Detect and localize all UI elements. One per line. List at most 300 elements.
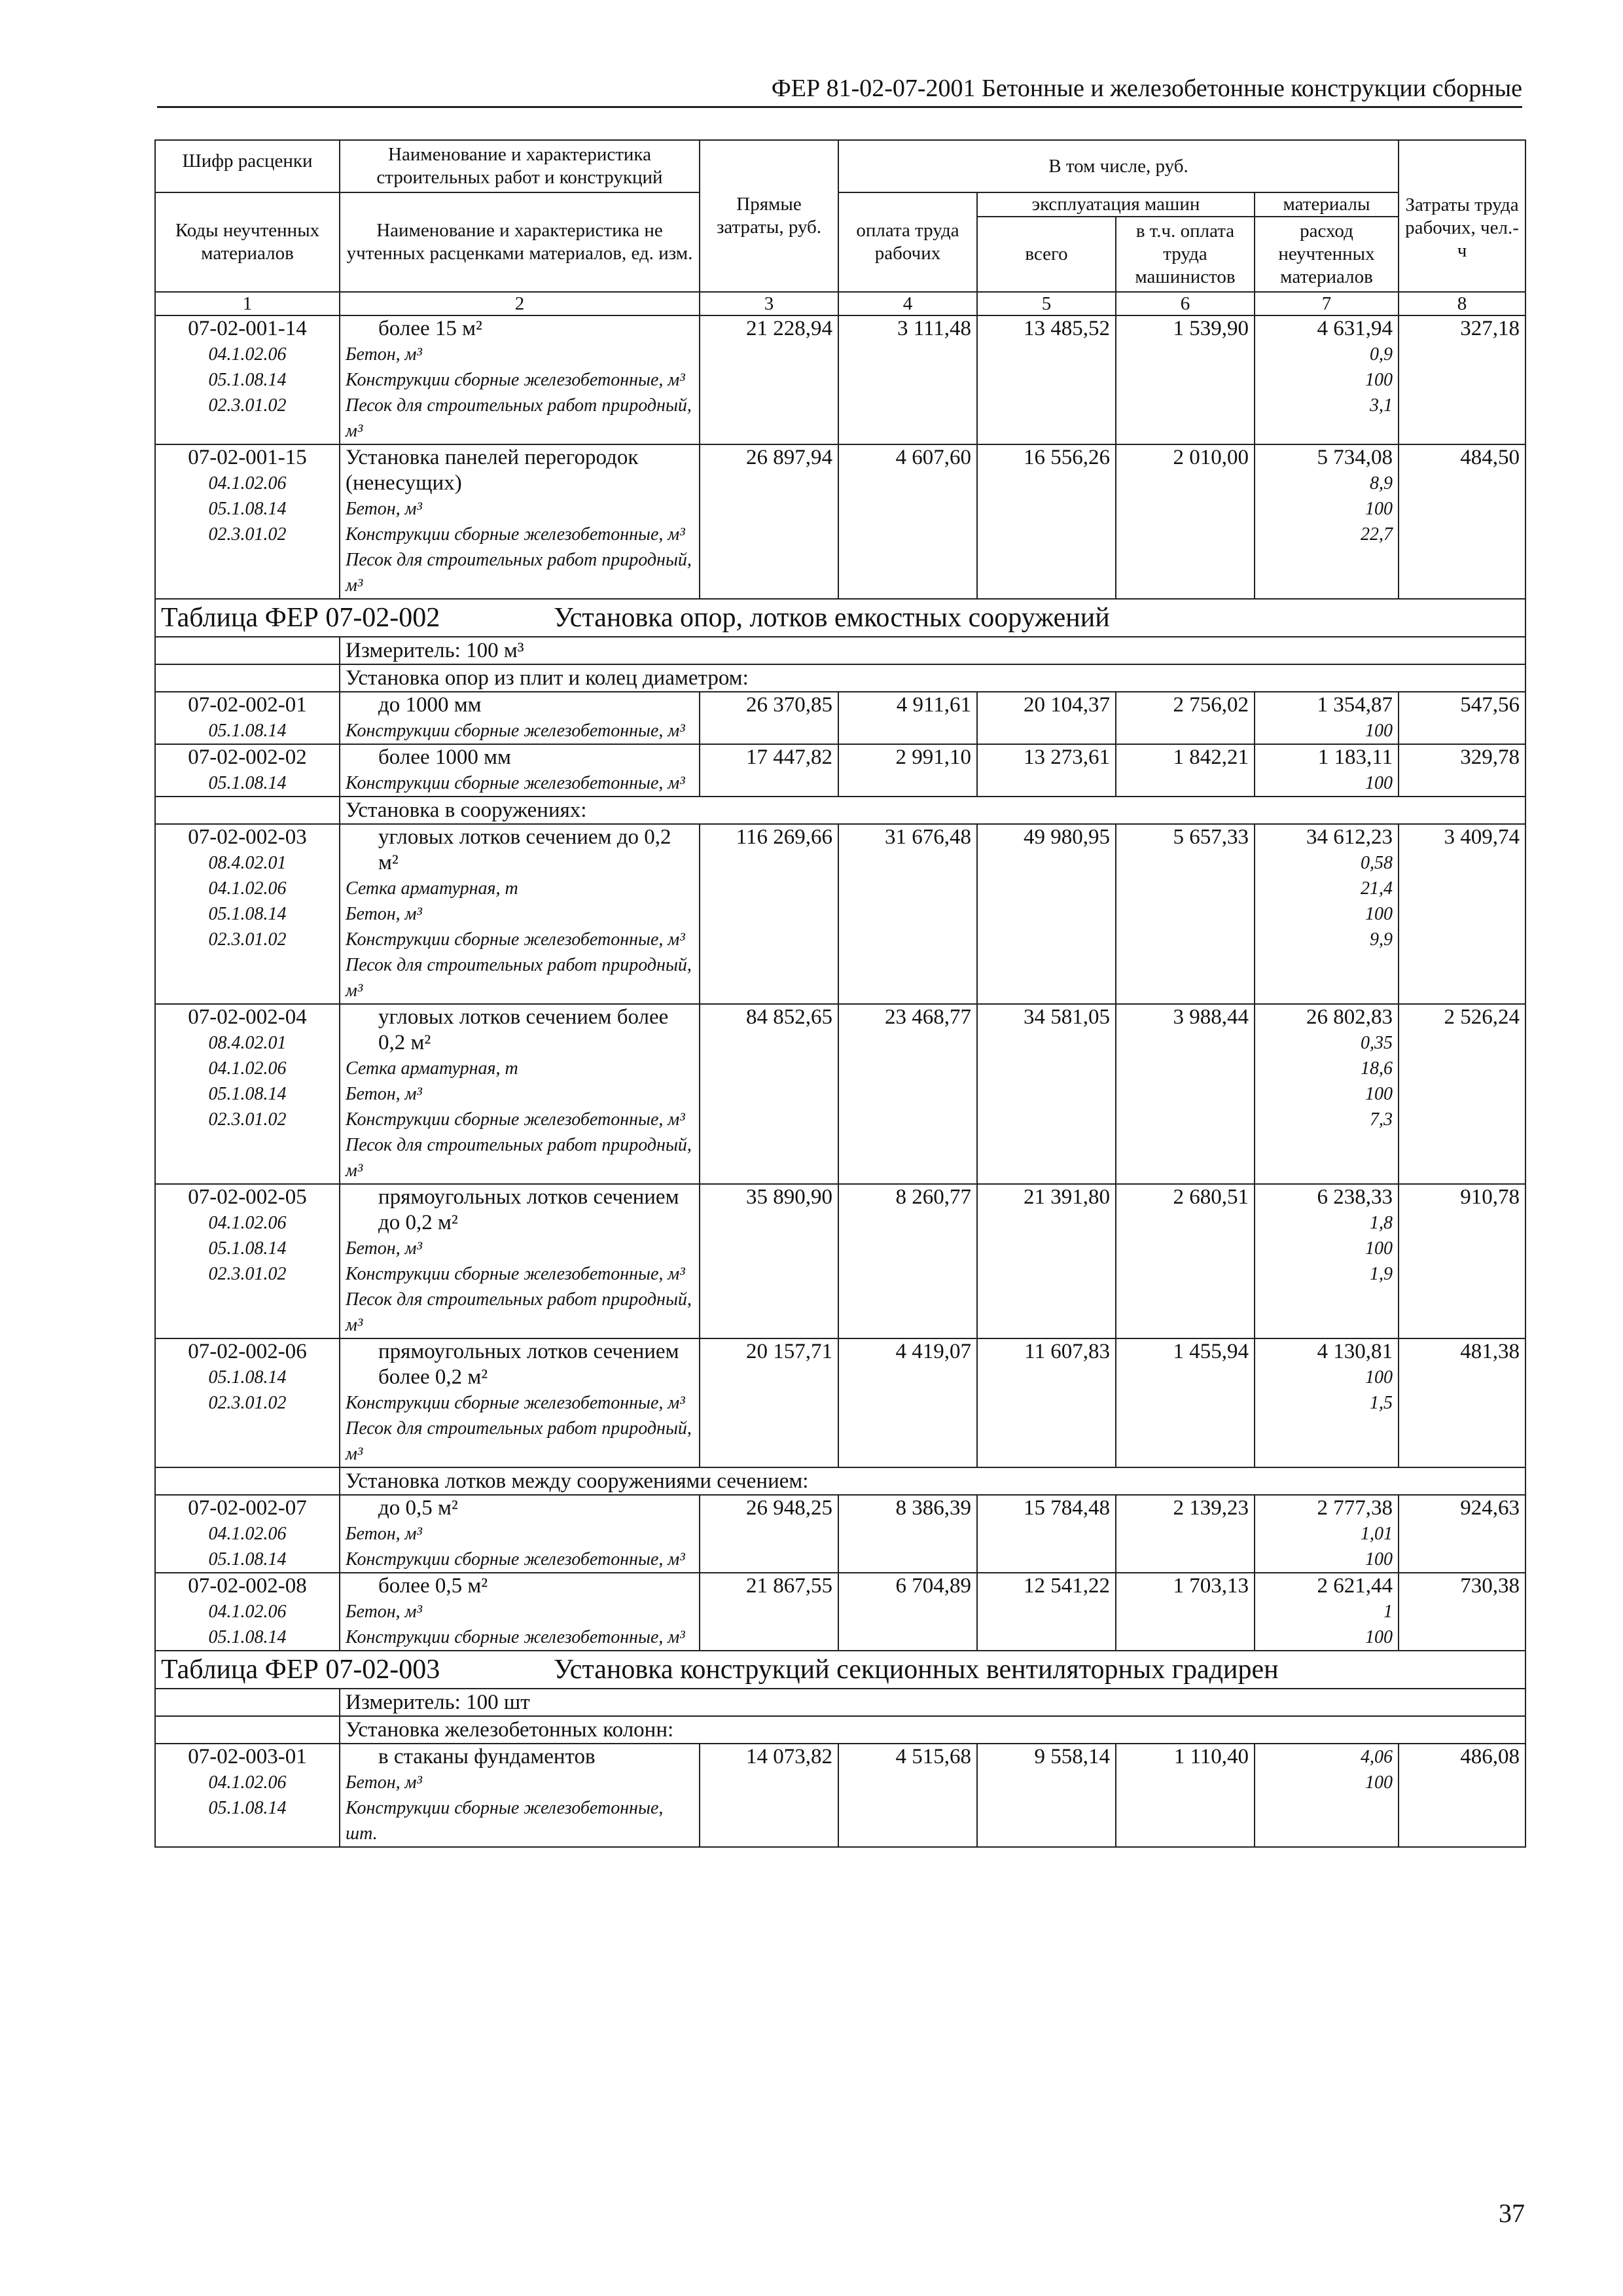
table-title-row xyxy=(155,599,1525,637)
value-mach xyxy=(977,1495,1116,1573)
material-name: Конструкции сборные железобетонные, м³ xyxy=(346,1549,685,1570)
material-name: Бетон, м³ xyxy=(346,904,422,924)
table-header xyxy=(155,140,1525,315)
material-qty: 4,06 xyxy=(1361,1747,1393,1767)
rate-code-cell xyxy=(155,444,340,599)
value-mach-labor xyxy=(1116,1744,1255,1847)
value-labor xyxy=(838,744,977,797)
table-title xyxy=(155,599,1525,637)
value-direct xyxy=(700,1184,838,1338)
value-mach xyxy=(977,744,1116,797)
rate-row xyxy=(155,692,1525,744)
value-mach-labor xyxy=(1116,1184,1255,1338)
group-heading-text: Установка лотков между сооружениями сечением: xyxy=(346,1469,809,1493)
value-text: 9 558,14 xyxy=(1034,1745,1110,1768)
rate-name: угловых лотков сечением до 0,2 м² xyxy=(378,825,671,874)
empty-cell xyxy=(155,664,340,692)
material-qty: 100 xyxy=(1365,1084,1393,1104)
value-materials xyxy=(1255,1744,1399,1847)
value-hours xyxy=(1399,315,1525,444)
rate-name: более 0,5 м² xyxy=(378,1574,488,1598)
rate-name: прямоугольных лотков сечением до 0,2 м² xyxy=(378,1185,679,1234)
rate-name: в стаканы фундаментов xyxy=(378,1745,596,1768)
table-title-code: Таблица ФЕР 07-02-002 xyxy=(161,603,440,633)
header-machinists-pay: в т.ч. оплата труда машинистов xyxy=(1116,217,1255,292)
value-labor xyxy=(838,1184,977,1338)
rate-name-cell xyxy=(340,315,700,444)
value-text: 2 756,02 xyxy=(1173,693,1249,717)
value-text: 3 111,48 xyxy=(897,317,971,340)
value-text: 21 228,94 xyxy=(746,317,832,340)
value-text: 13 485,52 xyxy=(1024,317,1110,340)
value-mach-labor xyxy=(1116,1338,1255,1467)
value-materials xyxy=(1255,1573,1399,1651)
rate-name-cell xyxy=(340,1573,700,1651)
value-hours xyxy=(1399,1495,1525,1573)
material-qty: 100 xyxy=(1365,1549,1393,1570)
value-mach xyxy=(977,1184,1116,1338)
material-code: 05.1.08.14 xyxy=(208,721,287,741)
value-direct xyxy=(700,744,838,797)
rate-row xyxy=(155,1744,1525,1847)
empty-cell xyxy=(155,1467,340,1495)
col-number: 8 xyxy=(1399,292,1525,315)
value-labor xyxy=(838,444,977,599)
group-heading-row xyxy=(155,1716,1525,1744)
rate-code-cell xyxy=(155,315,340,444)
value-text: 4 911,61 xyxy=(896,693,971,717)
material-code: 05.1.08.14 xyxy=(208,1084,287,1104)
value-text: 910,78 xyxy=(1460,1185,1520,1209)
material-qty: 1,5 xyxy=(1370,1393,1393,1413)
value-hours xyxy=(1399,692,1525,744)
group-heading-row xyxy=(155,797,1525,824)
value-text: 3 409,74 xyxy=(1444,825,1520,849)
material-qty: 18,6 xyxy=(1361,1058,1393,1079)
material-name: Конструкции сборные железобетонные, м³ xyxy=(346,1109,685,1130)
header-materials: материалы xyxy=(1255,192,1399,217)
material-code: 02.3.01.02 xyxy=(208,524,287,545)
table-title-name: Установка опор, лотков емкостных сооружений xyxy=(554,603,1110,633)
value-materials xyxy=(1255,444,1399,599)
rate-code-cell xyxy=(155,824,340,1004)
rate-code: 07-02-001-14 xyxy=(188,317,307,340)
material-qty: 100 xyxy=(1365,499,1393,519)
material-name: Конструкции сборные железобетонные, м³ xyxy=(346,370,685,390)
column-numbers-row xyxy=(155,292,1525,315)
value-text: 1 842,21 xyxy=(1173,745,1249,769)
value-text: 1 703,13 xyxy=(1173,1574,1249,1598)
rate-row xyxy=(155,444,1525,599)
value-labor xyxy=(838,1573,977,1651)
value-text: 26 370,85 xyxy=(746,693,832,717)
group-heading xyxy=(340,1467,1525,1495)
empty-cell xyxy=(155,797,340,824)
value-direct xyxy=(700,1573,838,1651)
material-qty: 7,3 xyxy=(1370,1109,1393,1130)
value-text: 730,38 xyxy=(1460,1574,1520,1598)
rate-name-cell xyxy=(340,1338,700,1467)
rate-code-cell xyxy=(155,1004,340,1184)
material-code: 04.1.02.06 xyxy=(208,473,287,493)
value-text: 8 386,39 xyxy=(895,1496,971,1520)
material-code: 05.1.08.14 xyxy=(208,773,287,793)
value-text: 4 515,68 xyxy=(895,1745,971,1768)
header-name xyxy=(340,140,700,192)
material-name: Песок для строительных работ природный, м³ xyxy=(346,550,692,596)
material-name: Песок для строительных работ природный, м³ xyxy=(346,395,692,441)
group-heading-text: Установка железобетонных колонн: xyxy=(346,1718,674,1742)
value-text: 21 391,80 xyxy=(1024,1185,1110,1209)
rate-code: 07-02-002-07 xyxy=(188,1496,307,1520)
rate-name: более 1000 мм xyxy=(378,745,511,769)
value-text: 547,56 xyxy=(1460,693,1520,717)
value-text: 20 157,71 xyxy=(746,1340,832,1363)
material-name: Бетон, м³ xyxy=(346,1524,422,1544)
material-qty: 0,58 xyxy=(1361,853,1393,873)
col-number: 5 xyxy=(977,292,1116,315)
rate-row xyxy=(155,744,1525,797)
value-text: 4 419,07 xyxy=(895,1340,971,1363)
page-header-title: ФЕР 81-02-07-2001 Бетонные и железобетонные конструкции сборные xyxy=(771,75,1522,102)
value-direct xyxy=(700,1004,838,1184)
header-machines-total: всего xyxy=(977,217,1116,292)
rate-code: 07-02-002-04 xyxy=(188,1005,307,1029)
value-text: 21 867,55 xyxy=(746,1574,832,1598)
value-text: 13 273,61 xyxy=(1024,745,1110,769)
material-code: 05.1.08.14 xyxy=(208,904,287,924)
material-code: 04.1.02.06 xyxy=(208,1213,287,1233)
value-text: 20 104,37 xyxy=(1024,693,1110,717)
header-code xyxy=(155,140,340,192)
material-code: 04.1.02.06 xyxy=(208,1772,287,1793)
value-labor xyxy=(838,1495,977,1573)
header-labor-hours: Затраты труда рабочих, чел.-ч xyxy=(1399,140,1525,292)
header-name-top: Наименование и характеристика строительных работ и конструкций xyxy=(376,144,663,188)
value-materials xyxy=(1255,1338,1399,1467)
value-mach-labor xyxy=(1116,744,1255,797)
value-mach xyxy=(977,692,1116,744)
material-code: 05.1.08.14 xyxy=(208,1798,287,1818)
rate-row xyxy=(155,315,1525,444)
value-text: 4 130,81 xyxy=(1317,1340,1393,1363)
group-heading xyxy=(340,797,1525,824)
value-text: 1 110,40 xyxy=(1173,1745,1249,1768)
material-name: Конструкции сборные железобетонные, м³ xyxy=(346,773,685,793)
rate-code-cell xyxy=(155,1184,340,1338)
col-number: 2 xyxy=(340,292,700,315)
value-text: 17 447,82 xyxy=(746,745,832,769)
material-qty: 1,8 xyxy=(1370,1213,1393,1233)
material-code: 05.1.08.14 xyxy=(208,1367,287,1388)
value-text: 23 468,77 xyxy=(885,1005,971,1029)
material-code: 05.1.08.14 xyxy=(208,499,287,519)
material-qty: 100 xyxy=(1365,1367,1393,1388)
value-text: 5 734,08 xyxy=(1317,446,1393,469)
table-title-row xyxy=(155,1651,1525,1689)
material-name: Бетон, м³ xyxy=(346,1084,422,1104)
header-code-top: Шифр расценки xyxy=(182,150,313,171)
material-code: 04.1.02.06 xyxy=(208,878,287,899)
value-text: 31 676,48 xyxy=(885,825,971,849)
rate-name: более 15 м² xyxy=(378,317,482,340)
material-code: 04.1.02.06 xyxy=(208,1524,287,1544)
rate-code-cell xyxy=(155,1338,340,1467)
value-mach xyxy=(977,1744,1116,1847)
material-code: 02.3.01.02 xyxy=(208,929,287,950)
rate-name-cell xyxy=(340,744,700,797)
meter-row xyxy=(155,637,1525,664)
material-qty: 8,9 xyxy=(1370,473,1393,493)
rate-row xyxy=(155,1573,1525,1651)
value-mach xyxy=(977,315,1116,444)
value-materials xyxy=(1255,824,1399,1004)
value-materials xyxy=(1255,315,1399,444)
group-heading-row xyxy=(155,664,1525,692)
value-text: 11 607,83 xyxy=(1024,1340,1110,1363)
rate-name-cell xyxy=(340,444,700,599)
rate-code: 07-02-001-15 xyxy=(188,446,307,469)
group-heading-text: Установка опор из плит и колец диаметром: xyxy=(346,666,749,690)
material-code: 04.1.02.06 xyxy=(208,344,287,365)
material-code: 02.3.01.02 xyxy=(208,1109,287,1130)
rate-name: до 1000 мм xyxy=(378,693,482,717)
material-code: 02.3.01.02 xyxy=(208,395,287,416)
value-text: 2 139,23 xyxy=(1173,1496,1249,1520)
material-code: 02.3.01.02 xyxy=(208,1393,287,1413)
material-name: Бетон, м³ xyxy=(346,1238,422,1259)
header-including: В том числе, руб. xyxy=(838,140,1399,192)
value-mach xyxy=(977,824,1116,1004)
rate-name-cell xyxy=(340,1184,700,1338)
rate-name-cell xyxy=(340,692,700,744)
header-direct-costs: Прямые затраты, руб. xyxy=(700,140,838,292)
material-code: 04.1.02.06 xyxy=(208,1602,287,1622)
value-labor xyxy=(838,1004,977,1184)
value-text: 26 948,25 xyxy=(746,1496,832,1520)
material-name: Песок для строительных работ природный, м³ xyxy=(346,1418,692,1464)
material-qty: 100 xyxy=(1365,721,1393,741)
value-text: 1 455,94 xyxy=(1173,1340,1249,1363)
meter-text: Измеритель: 100 шт xyxy=(346,1691,530,1714)
value-text: 2 010,00 xyxy=(1173,446,1249,469)
value-direct xyxy=(700,824,838,1004)
value-hours xyxy=(1399,744,1525,797)
meter xyxy=(340,637,1525,664)
value-text: 6 704,89 xyxy=(895,1574,971,1598)
material-name: Бетон, м³ xyxy=(346,344,422,365)
value-text: 4 631,94 xyxy=(1317,317,1393,340)
meter-row xyxy=(155,1689,1525,1716)
rate-name: Установка панелей перегородок (ненесущих) xyxy=(346,446,639,495)
header-labor-pay: оплата труда рабочих xyxy=(838,192,977,292)
rate-name: угловых лотков сечением более 0,2 м² xyxy=(378,1005,669,1054)
material-qty: 1,9 xyxy=(1370,1264,1393,1284)
material-qty: 9,9 xyxy=(1370,929,1393,950)
material-qty: 100 xyxy=(1365,1772,1393,1793)
rate-row xyxy=(155,1184,1525,1338)
value-labor xyxy=(838,1338,977,1467)
value-text: 6 238,33 xyxy=(1317,1185,1393,1209)
rate-row xyxy=(155,1495,1525,1573)
value-mach xyxy=(977,1338,1116,1467)
value-mach xyxy=(977,444,1116,599)
header-material-codes: Коды неучтенных материалов xyxy=(155,192,340,292)
rate-code-cell xyxy=(155,692,340,744)
material-qty: 3,1 xyxy=(1370,395,1393,416)
value-text: 486,08 xyxy=(1460,1745,1520,1768)
rate-row xyxy=(155,824,1525,1004)
value-mach-labor xyxy=(1116,1495,1255,1573)
material-qty: 100 xyxy=(1365,773,1393,793)
material-code: 08.4.02.01 xyxy=(208,853,287,873)
empty-cell xyxy=(155,1716,340,1744)
value-labor xyxy=(838,1744,977,1847)
material-name: Бетон, м³ xyxy=(346,1772,422,1793)
header-rule xyxy=(157,106,1522,108)
value-materials xyxy=(1255,744,1399,797)
table-title-name: Установка конструкций секционных вентиляторных градирен xyxy=(554,1655,1279,1685)
rate-code: 07-02-003-01 xyxy=(188,1745,307,1768)
value-hours xyxy=(1399,824,1525,1004)
material-code: 05.1.08.14 xyxy=(208,370,287,390)
value-text: 35 890,90 xyxy=(746,1185,832,1209)
value-direct xyxy=(700,692,838,744)
rate-name-cell xyxy=(340,1004,700,1184)
material-name: Песок для строительных работ природный, м³ xyxy=(346,1289,692,1335)
col-number: 7 xyxy=(1255,292,1399,315)
value-direct xyxy=(700,1744,838,1847)
value-text: 2 621,44 xyxy=(1317,1574,1393,1598)
value-labor xyxy=(838,824,977,1004)
rate-code-cell xyxy=(155,1573,340,1651)
value-labor xyxy=(838,315,977,444)
value-text: 1 354,87 xyxy=(1317,693,1393,717)
value-direct xyxy=(700,1338,838,1467)
value-mach-labor xyxy=(1116,1573,1255,1651)
value-mach-labor xyxy=(1116,692,1255,744)
value-hours xyxy=(1399,1744,1525,1847)
group-heading-text: Установка в сооружениях: xyxy=(346,798,587,822)
value-direct xyxy=(700,444,838,599)
material-name: Конструкции сборные железобетонные, м³ xyxy=(346,929,685,950)
value-text: 5 657,33 xyxy=(1173,825,1249,849)
material-qty: 21,4 xyxy=(1361,878,1393,899)
value-text: 3 988,44 xyxy=(1173,1005,1249,1029)
value-text: 2 777,38 xyxy=(1317,1496,1393,1520)
rate-code: 07-02-002-02 xyxy=(188,745,307,769)
value-materials xyxy=(1255,1184,1399,1338)
rate-code-cell xyxy=(155,1495,340,1573)
material-name: Конструкции сборные железобетонные, шт. xyxy=(346,1798,664,1844)
group-heading-row xyxy=(155,1467,1525,1495)
value-direct xyxy=(700,1495,838,1573)
material-code: 08.4.02.01 xyxy=(208,1033,287,1053)
value-text: 12 541,22 xyxy=(1024,1574,1110,1598)
value-text: 26 802,83 xyxy=(1306,1005,1393,1029)
rate-name-cell xyxy=(340,1495,700,1573)
material-qty: 100 xyxy=(1365,370,1393,390)
meter-text: Измеритель: 100 м³ xyxy=(346,639,524,662)
material-code: 05.1.08.14 xyxy=(208,1627,287,1647)
value-text: 484,50 xyxy=(1460,446,1520,469)
material-qty: 100 xyxy=(1365,904,1393,924)
value-materials xyxy=(1255,1004,1399,1184)
material-code: 05.1.08.14 xyxy=(208,1238,287,1259)
value-text: 329,78 xyxy=(1460,745,1520,769)
value-text: 84 852,65 xyxy=(746,1005,832,1029)
value-text: 2 991,10 xyxy=(895,745,971,769)
rate-name-cell xyxy=(340,824,700,1004)
table-title-code: Таблица ФЕР 07-02-003 xyxy=(161,1655,440,1685)
value-mach xyxy=(977,1573,1116,1651)
rate-code: 07-02-002-01 xyxy=(188,693,307,717)
table-title xyxy=(155,1651,1525,1689)
value-text: 8 260,77 xyxy=(895,1185,971,1209)
material-name: Конструкции сборные железобетонные, м³ xyxy=(346,524,685,545)
value-text: 2 526,24 xyxy=(1444,1005,1520,1029)
value-hours xyxy=(1399,444,1525,599)
rate-name-cell xyxy=(340,1744,700,1847)
value-hours xyxy=(1399,1184,1525,1338)
rate-code-cell xyxy=(155,1744,340,1847)
material-name: Конструкции сборные железобетонные, м³ xyxy=(346,1264,685,1284)
value-hours xyxy=(1399,1573,1525,1651)
empty-cell xyxy=(155,637,340,664)
material-qty: 100 xyxy=(1365,1627,1393,1647)
value-direct xyxy=(700,315,838,444)
material-name: Сетка арматурная, т xyxy=(346,1058,518,1079)
value-text: 116 269,66 xyxy=(736,825,832,849)
col-number: 4 xyxy=(838,292,977,315)
value-materials xyxy=(1255,692,1399,744)
material-name: Песок для строительных работ природный, м³ xyxy=(346,1135,692,1181)
material-name: Бетон, м³ xyxy=(346,1602,422,1622)
value-mach-labor xyxy=(1116,315,1255,444)
material-name: Песок для строительных работ природный, м³ xyxy=(346,955,692,1001)
col-number: 3 xyxy=(700,292,838,315)
value-hours xyxy=(1399,1338,1525,1467)
rate-code: 07-02-002-06 xyxy=(188,1340,307,1363)
rate-code: 07-02-002-05 xyxy=(188,1185,307,1209)
value-hours xyxy=(1399,1004,1525,1184)
rate-code-cell xyxy=(155,744,340,797)
value-text: 1 539,90 xyxy=(1173,317,1249,340)
value-text: 4 607,60 xyxy=(895,446,971,469)
material-name: Конструкции сборные железобетонные, м³ xyxy=(346,1393,685,1413)
value-text: 924,63 xyxy=(1460,1496,1520,1520)
value-mach-labor xyxy=(1116,1004,1255,1184)
value-text: 49 980,95 xyxy=(1024,825,1110,849)
page-number: 37 xyxy=(1499,2198,1525,2228)
material-code: 05.1.08.14 xyxy=(208,1549,287,1570)
group-heading xyxy=(340,1716,1525,1744)
value-mach-labor xyxy=(1116,444,1255,599)
header-material-names: Наименование и характеристика не учтенных расценками материалов, ед. изм. xyxy=(340,192,700,292)
value-mach xyxy=(977,1004,1116,1184)
value-text: 15 784,48 xyxy=(1024,1496,1110,1520)
value-text: 16 556,26 xyxy=(1024,446,1110,469)
rate-code: 07-02-002-03 xyxy=(188,825,307,849)
rates-table xyxy=(154,139,1526,1848)
value-text: 34 612,23 xyxy=(1306,825,1393,849)
header-material-consumption: расход неучтенных материалов xyxy=(1255,217,1399,292)
material-name: Бетон, м³ xyxy=(346,499,422,519)
value-labor xyxy=(838,692,977,744)
material-name: Конструкции сборные железобетонные, м³ xyxy=(346,1627,685,1647)
value-text: 14 073,82 xyxy=(746,1745,832,1768)
value-text: 34 581,05 xyxy=(1024,1005,1110,1029)
